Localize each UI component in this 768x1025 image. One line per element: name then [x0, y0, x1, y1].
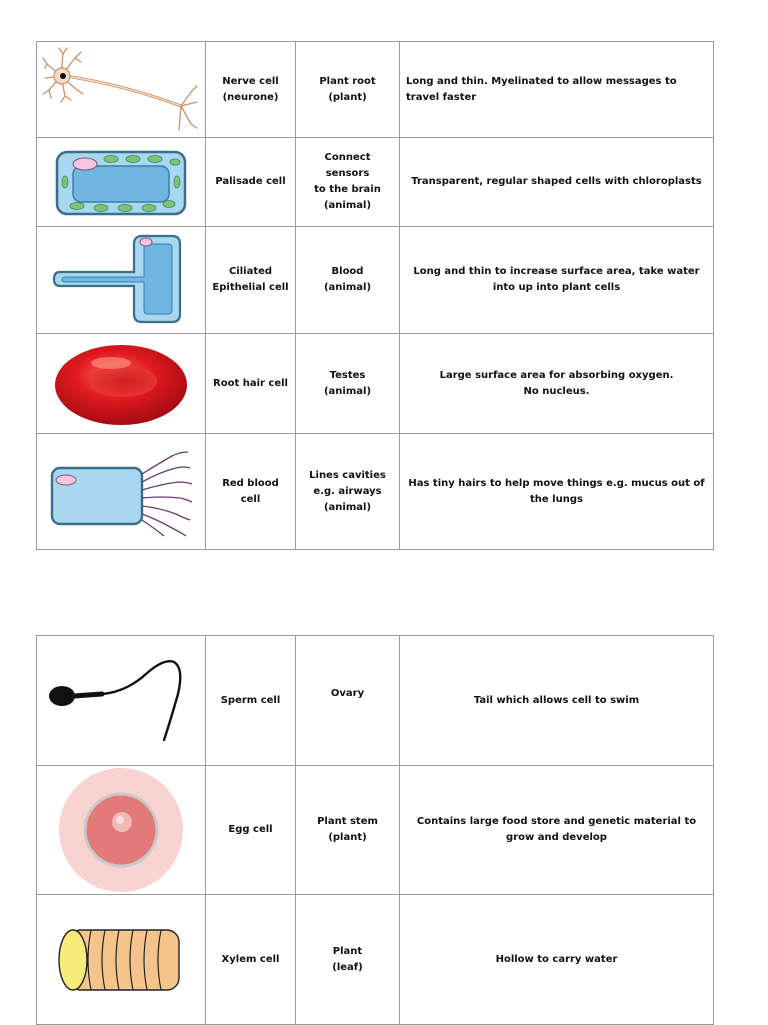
table-row — [37, 227, 714, 334]
egg-cell-icon — [56, 768, 186, 892]
table-row — [37, 636, 714, 766]
image-cell — [37, 227, 206, 334]
xylem-cell-icon — [51, 920, 191, 1000]
table-row — [37, 434, 714, 550]
cell-location: Plant root (plant) — [296, 42, 400, 138]
cell-name: Palisade cell — [206, 138, 296, 227]
cell-name: Xylem cell — [206, 895, 296, 1025]
cell-description: Hollow to carry water — [400, 895, 714, 1025]
cell-description: Transparent, regular shaped cells with chloroplasts — [400, 138, 714, 227]
cell-description: Long and thin. Myelinated to allow messages to travel faster — [400, 42, 714, 138]
image-cell — [37, 895, 206, 1025]
cell-name: Red blood cell — [206, 434, 296, 550]
table-row — [37, 334, 714, 434]
image-cell — [37, 138, 206, 227]
cell-name: Ciliated Epithelial cell — [206, 227, 296, 334]
cell-location: Plant stem (plant) — [296, 766, 400, 895]
image-cell — [37, 434, 206, 550]
root-hair-cell-icon — [46, 230, 196, 330]
cell-description: Tail which allows cell to swim — [400, 636, 714, 766]
cell-location: Lines cavities e.g. airways (animal) — [296, 434, 400, 550]
image-cell — [37, 334, 206, 434]
cell-location: Blood (animal) — [296, 227, 400, 334]
image-cell — [37, 42, 206, 138]
cell-table-2 — [36, 635, 714, 1025]
palisade-cell-icon — [51, 142, 191, 222]
table-row — [37, 766, 714, 895]
cell-location: Testes (animal) — [296, 334, 400, 434]
table-row — [37, 42, 714, 138]
cell-location: Connect sensors to the brain (animal) — [296, 138, 400, 227]
cell-description: Contains large food store and genetic material to grow and develop — [400, 766, 714, 895]
cell-description: Has tiny hairs to help move things e.g. mucus out of the lungs — [400, 434, 714, 550]
table-row — [37, 895, 714, 1025]
nerve-cell-icon — [41, 44, 201, 136]
ciliated-cell-icon — [46, 444, 196, 540]
cell-location: Ovary — [296, 636, 400, 766]
cell-description: Large surface area for absorbing oxygen. No nucleus. — [400, 334, 714, 434]
cell-name: Root hair cell — [206, 334, 296, 434]
image-cell — [37, 766, 206, 895]
sperm-cell-icon — [46, 656, 196, 746]
cell-name: Egg cell — [206, 766, 296, 895]
cell-location: Plant (leaf) — [296, 895, 400, 1025]
cell-description: Long and thin to increase surface area, take water into up into plant cells — [400, 227, 714, 334]
table-row — [37, 138, 714, 227]
cell-name: Nerve cell (neurone) — [206, 42, 296, 138]
red-blood-cell-icon — [51, 341, 191, 427]
cell-name: Sperm cell — [206, 636, 296, 766]
image-cell — [37, 636, 206, 766]
cell-table-1 — [36, 41, 714, 550]
